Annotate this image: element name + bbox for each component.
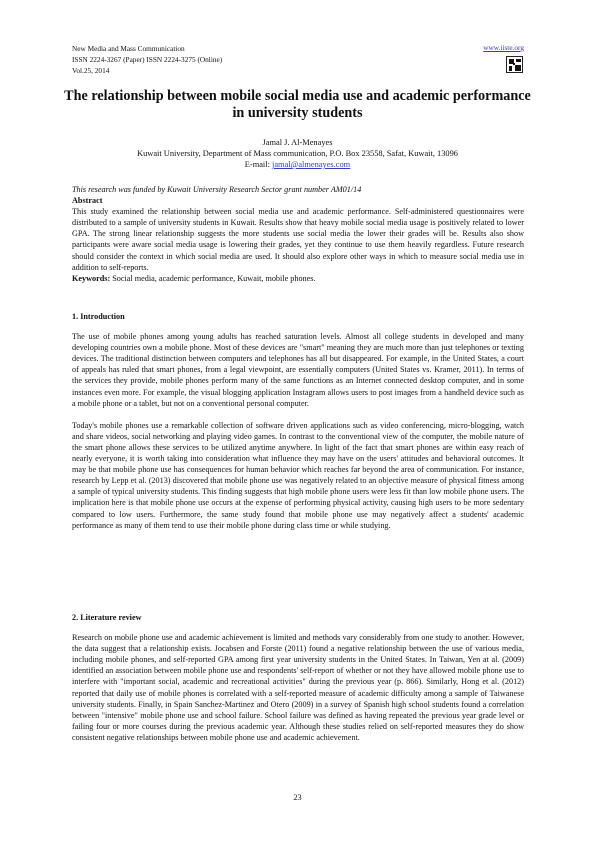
abstract-block bbox=[72, 184, 524, 284]
section-heading: 1. Introduction bbox=[72, 312, 125, 321]
author-name: Jamal J. Al-Menayes bbox=[262, 138, 333, 147]
website-link[interactable]: www.iiste.org bbox=[483, 43, 524, 52]
author-affiliation: Kuwait University, Department of Mass communication, P.O. Box 23558, Safat, Kuwait, 13096 bbox=[137, 149, 458, 158]
section-introduction bbox=[72, 311, 524, 531]
issn-line: ISSN 2224-3267 (Paper) ISSN 2224-3275 (Online) bbox=[72, 55, 223, 64]
website-link-container bbox=[440, 43, 524, 52]
journal-name: New Media and Mass Communication bbox=[72, 44, 185, 53]
author-email-line bbox=[60, 159, 535, 170]
paper-title: The relationship between mobile social media use and academic performance in university students bbox=[64, 88, 531, 121]
iiste-logo bbox=[506, 56, 523, 73]
volume-line: Vol.25, 2014 bbox=[72, 66, 110, 75]
section-heading: 2. Literature review bbox=[72, 613, 142, 622]
intro-paragraph-1: The use of mobile phones among young adults has reached saturation levels. Almost all college students in developed and many developing countries own a mobile phone. Most of these devices are "smart" meaning they are much more than just telephones or texting devices. The traditional distinction between computers and telephones has all but disappeared. For example, in the United States, a court of appeals has ruled that smart phones, from a legal viewpoint, are essentially computers (United States vs. Kramer, 2011). In terms of the services they provide, mobile phones perform many of the same functions as an Internet connected desktop computer, and in some instances even more. For example, the visual blogging application Instagram allows users to post images from a handheld device such as a mobile phone or a tablet, but not on a conventional personal computer. bbox=[72, 332, 524, 408]
section-literature-review bbox=[72, 612, 524, 743]
email-label: E-mail: bbox=[244, 160, 270, 169]
keywords-label: Keywords: bbox=[72, 273, 111, 283]
funding-note: This research was funded by Kuwait University Research Sector grant number AM01/14 bbox=[72, 185, 362, 194]
page-number: 23 bbox=[293, 793, 302, 802]
intro-paragraph-2: Today's mobile phones use a remarkable collection of software driven applications such as video conferencing, micro-blogging, watch and share videos, social networking and playing video games. In contrast to the conventional view of the computer, the mobile nature of the smart phone allows these services to be utilized anytime anywhere. In light of the fact that smart phones are within easy reach of nearly everyone, it is worth taking into consideration what influence they may have on the users' attitudes and behavioral outcomes. It may be that mobile phone use has consequences for human behavior which reaches far beyond the area of communication. For instance, research by Lepp et al. (2013) discovered that mobile phone use was negatively related to an objective measure of physical fitness among a sample of typical university students. This finding suggests that high mobile phone users were less fit than low mobile phone users. The implication here is that mobile phone use occurs at the expense of performing physical activity, causing high users to be more sedentary compared to low users. Furthermore, the same study found that mobile phone use may negatively affect a students' academic performance as many of them tend to use their mobile phone during class time or while studying. bbox=[72, 420, 524, 530]
email-link[interactable]: jamal@almenayes.com bbox=[272, 160, 351, 169]
abstract-heading: Abstract bbox=[72, 196, 103, 206]
keywords-line bbox=[72, 273, 524, 284]
literature-paragraph-1: Research on mobile phone use and academic achievement is limited and methods vary considerably from one study to another. However, the data suggest that a relationship exists. Jocabsen and Forste (2011) found a negative relationship between the use of various media, including mobile phones, and self-reported GPA among first year university students in the United States. In Taiwan, Yen at al. (2009) identified an association between mobile phone use and respondents' self-report of whether or not they have allowed mobile phone use to interfere with "important social, academic and recreational activities" during the previous year (p. 866). Similarly, Hong et al. (2012) reported that daily use of mobile phones is correlated with a self-reported measure of academic difficulty among a sample of Taiwanese university students. Finally, in Spain Sanchez-Martinez and Otero (2009) in a survey of Spanish high school students found a correlation between "intensive" mobile phone use and school failure. School failure was defined as having repeated the previous year grade level or failing four or more courses during the previous academic year. Although these studies relied on self-reported measures they do show consistent negative relationships between mobile phone use and academic achievement. bbox=[72, 633, 524, 742]
keywords-text: Social media, academic performance, Kuwait, mobile phones. bbox=[112, 273, 316, 283]
abstract-text: This study examined the relationship between social media use and academic performance. Self-administered questionnaires were distributed to a sample of university students in Kuwait. Results show that heavy mobile social media usage is positively related to lower GPA. The strong linear relationship suggests the more students use social media the lower their grades will be. Results also show participants were aware social media usage is lowering their grades, yet they continue to use them heavily regardless. Future research should consider the context in which social media are used. It should also explore other ways in which to measure social media use in addition to self-reports. bbox=[72, 207, 524, 272]
